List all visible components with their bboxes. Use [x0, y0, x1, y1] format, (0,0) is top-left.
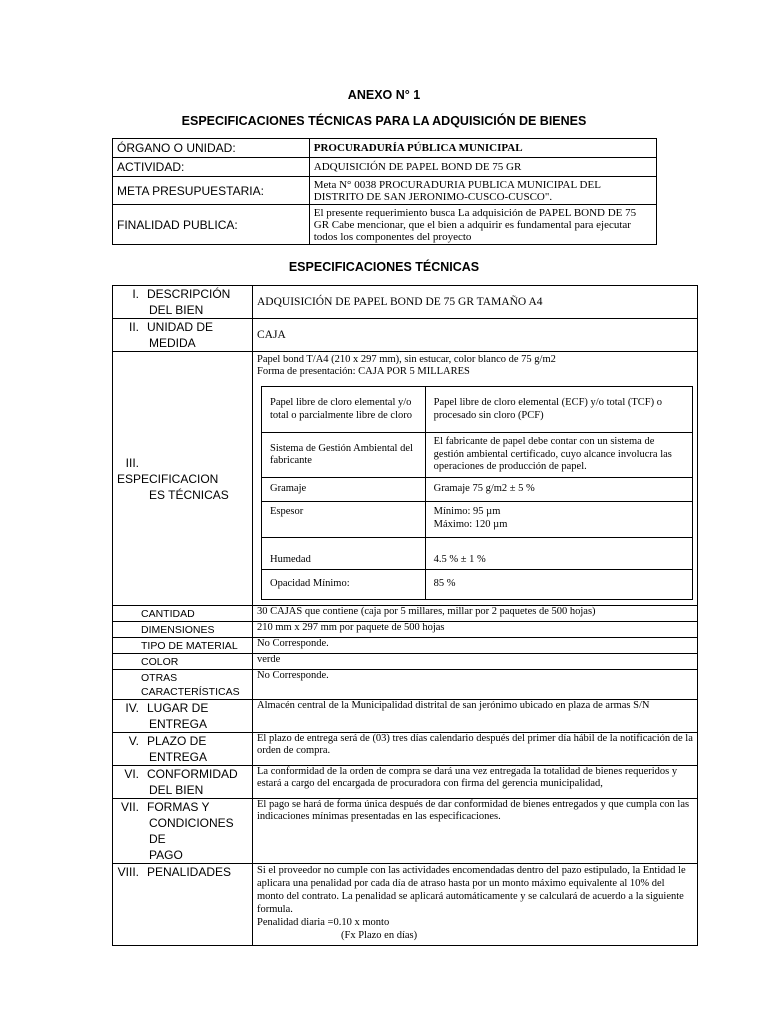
spec-row-conformidad	[113, 766, 698, 799]
spec-label: VI. CONFORMIDAD DEL BIEN	[113, 766, 253, 799]
spec-label: OTRAS CARACTERÍSTICAS	[113, 670, 253, 700]
info-table	[112, 138, 657, 245]
info-value: PROCURADURÍA PÚBLICA MUNICIPAL	[309, 139, 656, 158]
inner-row	[262, 387, 693, 433]
spec-row-cantidad	[113, 606, 698, 622]
inner-key: Espesor	[262, 502, 426, 538]
info-row-meta	[113, 177, 657, 205]
spec-label: V. PLAZO DE ENTREGA	[113, 733, 253, 766]
spec-value: La conformidad de la orden de compra se dará una vez entregada la totalidad de bienes requeridos y estará a cargo del encargada de procuradora con firma del gerencia municipalidad,	[253, 766, 698, 799]
info-value: ADQUISICIÓN DE PAPEL BOND DE 75 GR	[309, 158, 656, 177]
spec-row-lugar	[113, 700, 698, 733]
spec-label: IV. LUGAR DE ENTREGA	[113, 700, 253, 733]
spec-label: II. UNIDAD DE MEDIDA	[113, 319, 253, 352]
inner-value: El fabricante de papel debe contar con un sistema de gestión ambiental certificado, cuyo alcance involucra las operaciones de producción de papel.	[425, 433, 692, 478]
inner-key: Sistema de Gestión Ambiental del fabricante	[262, 433, 426, 478]
spec-row-color	[113, 654, 698, 670]
spec-value: ADQUISICIÓN DE PAPEL BOND DE 75 GR TAMAÑO A4	[253, 286, 698, 319]
inner-row	[262, 478, 693, 502]
inner-key: Opacidad Mínimo:	[262, 570, 426, 600]
spec-label: III.ESPECIFICACION ES TÉCNICAS	[113, 352, 253, 606]
spec-table	[112, 285, 698, 946]
inner-key: Gramaje	[262, 478, 426, 502]
document-title: ESPECIFICACIONES TÉCNICAS PARA LA ADQUISICIÓN DE BIENES	[181, 114, 587, 128]
spec-label: TIPO DE MATERIAL	[113, 638, 253, 654]
inner-value: Gramaje 75 g/m2 ± 5 %	[425, 478, 692, 502]
spec-label: DIMENSIONES	[113, 622, 253, 638]
spec-value: 210 mm x 297 mm por paquete de 500 hojas	[253, 622, 698, 638]
spec-label: COLOR	[113, 654, 253, 670]
spec-value: verde	[253, 654, 698, 670]
spec-row-plazo	[113, 733, 698, 766]
spec-row-descripcion	[113, 286, 698, 319]
spec-line: Papel bond T/A4 (210 x 297 mm), sin estucar, color blanco de 75 g/m2	[257, 354, 556, 365]
inner-row	[262, 433, 693, 478]
info-row-organo	[113, 139, 657, 158]
info-label: FINALIDAD PUBLICA:	[113, 205, 310, 245]
info-label: ÓRGANO O UNIDAD:	[113, 139, 310, 158]
spec-row-especificaciones	[113, 352, 698, 606]
spec-row-otras	[113, 670, 698, 700]
info-value: El presente requerimiento busca La adquisición de PAPEL BOND DE 75 GR Cabe mencionar, que el bien a adquirir es fundamental para ejecutar todos los componentes del proyecto	[309, 205, 656, 245]
spec-row-penalidades	[113, 864, 698, 946]
spec-subtitle: ESPECIFICACIONES TÉCNICAS	[288, 260, 480, 274]
spec-label: CANTIDAD	[113, 606, 253, 622]
spec-row-formas	[113, 799, 698, 864]
info-label: META PRESUPUESTARIA:	[113, 177, 310, 205]
inner-value: Mínimo: 95 µm Máximo: 120 µm	[425, 502, 692, 538]
spec-label: VII. FORMAS Y CONDICIONES DE PAGO	[113, 799, 253, 864]
inner-row	[262, 502, 693, 538]
inner-key: Papel libre de cloro elemental y/o total o parcialmente libre de cloro	[262, 387, 426, 433]
inner-row	[262, 570, 693, 600]
info-row-actividad	[113, 158, 657, 177]
inner-row	[262, 538, 693, 570]
spec-value: Si el proveedor no cumple con las actividades encomendadas dentro del pazo estipulado, la Entidad le aplicara una penalidad por cada día de atraso hasta por un monto máximo equivalente al 10% del monto del contrato. La penalidad se aplicará automáticamente y se calculará de acuerdo a la siguiente formula. Penalidad diaria =0.10 x monto (Fx Plazo en días)	[253, 864, 698, 946]
inner-key: Humedad	[262, 538, 426, 570]
spec-line: Forma de presentación: CAJA POR 5 MILLARES	[257, 366, 470, 377]
spec-label: VIII. PENALIDADES	[113, 864, 253, 946]
spec-value: El pago se hará de forma única después de dar conformidad de bienes entregados y que cumpla con las indicaciones mínimas presentadas en las especificaciones.	[253, 799, 698, 864]
spec-value: CAJA	[253, 319, 698, 352]
spec-value	[253, 352, 698, 606]
spec-value: Almacén central de la Municipalidad distrital de san jerónimo ubicado en plaza de armas S/N	[253, 700, 698, 733]
spec-row-dimensiones	[113, 622, 698, 638]
spec-value: No Corresponde.	[253, 670, 698, 700]
inner-spec-table	[261, 386, 693, 600]
inner-value: Papel libre de cloro elemental (ECF) y/o total (TCF) o procesado sin cloro (PCF)	[425, 387, 692, 433]
spec-value: 30 CAJAS que contiene (caja por 5 millares, millar por 2 paquetes de 500 hojas)	[253, 606, 698, 622]
info-label: ACTIVIDAD:	[113, 158, 310, 177]
annex-title: ANEXO N° 1	[347, 88, 421, 102]
spec-value: El plazo de entrega será de (03) tres días calendario después del primer día hábil de la notificación de la orden de compra.	[253, 733, 698, 766]
spec-value: No Corresponde.	[253, 638, 698, 654]
inner-value: 4.5 % ± 1 %	[425, 538, 692, 570]
inner-value: 85 %	[425, 570, 692, 600]
spec-label: I. DESCRIPCIÓN DEL BIEN	[113, 286, 253, 319]
info-value: Meta N° 0038 PROCURADURIA PUBLICA MUNICIPAL DEL DISTRITO DE SAN JERONIMO-CUSCO-CUSCO".	[309, 177, 656, 205]
spec-row-tipo-material	[113, 638, 698, 654]
spec-row-unidad	[113, 319, 698, 352]
info-row-finalidad	[113, 205, 657, 245]
